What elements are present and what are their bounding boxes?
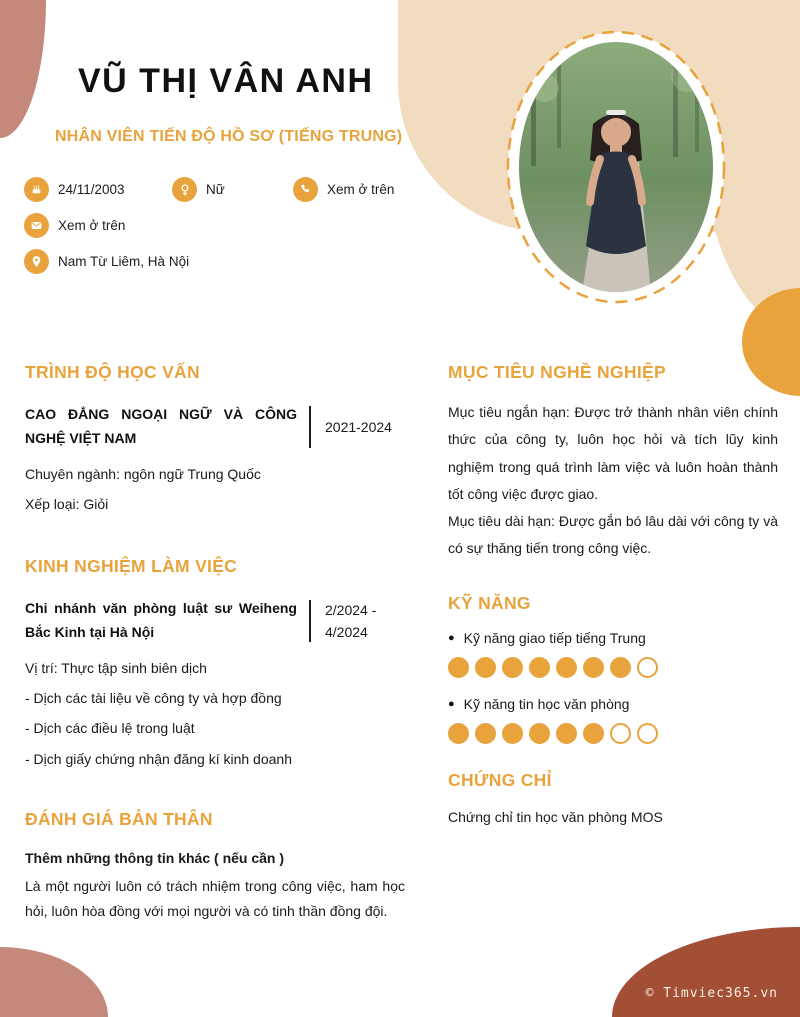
profile-photo [505, 28, 727, 306]
decorative-shape-bottom-left [0, 947, 108, 1017]
decorative-shape-bottom-right [612, 927, 800, 1017]
experience-company: Chi nhánh văn phòng luật sư Weiheng Bắc Kinh tại Hà Nội [25, 600, 297, 640]
email-icon [24, 213, 49, 238]
address-value: Nam Từ Liêm, Hà Nội [58, 254, 190, 269]
skill-label: ● Kỹ năng giao tiếp tiếng Trung [448, 630, 778, 646]
footer-copyright: © Timviec365.vn [645, 986, 778, 1001]
experience-duty: - Dịch giấy chứng nhận đăng kí kinh doanh [25, 750, 292, 767]
email-value: Xem ở trên [58, 218, 126, 233]
job-title: NHÂN VIÊN TIẾN ĐỘ HỒ SƠ (TIẾNG TRUNG) [55, 128, 403, 145]
skill-level-dots [448, 723, 778, 744]
self-assessment-content: Là một người luôn có trách nhiệm trong công việc, ham học hỏi, luôn hòa đồng với mọi người và có tinh thần đồng đội. [25, 877, 405, 920]
education-major: Chuyên ngành: ngôn ngữ Trung Quốc [25, 465, 261, 482]
self-assessment-note: Thêm những thông tin khác ( nếu cần ) [25, 849, 285, 866]
experience-duty: - Dịch các tài liệu về công ty và hợp đồng [25, 690, 282, 707]
entry-divider [309, 406, 311, 448]
phone-icon [293, 177, 318, 202]
education-heading: TRÌNH ĐỘ HỌC VẤN [25, 362, 200, 382]
contact-email [24, 213, 125, 238]
birthday-value: 24/11/2003 [58, 182, 125, 197]
self-assessment-heading: ĐÁNH GIÁ BẢN THÂN [25, 808, 213, 829]
birthday-cake-icon [24, 177, 49, 202]
location-pin-icon [24, 249, 49, 274]
skills-heading: KỸ NĂNG [448, 592, 531, 613]
experience-position: Vị trí: Thực tập sinh biên dịch [25, 659, 207, 676]
entry-divider [309, 600, 311, 642]
certificate-item: Chứng chỉ tin học văn phòng MOS [448, 808, 663, 825]
education-entry [25, 403, 405, 451]
objective-heading: MỤC TIÊU NGHỀ NGHIỆP [448, 362, 666, 382]
experience-period: 2/2024 - 4/2024 [325, 601, 377, 640]
experience-entry [25, 597, 405, 645]
right-column [448, 362, 778, 837]
contact-address [24, 249, 189, 274]
left-column [25, 362, 405, 924]
decorative-shape-top-left [0, 0, 46, 138]
skill-label: ● Kỹ năng tin học văn phòng [448, 696, 778, 712]
experience-heading: KINH NGHIỆM LÀM VIỆC [25, 556, 238, 577]
objective-long-term: Mục tiêu dài hạn: Được gắn bó lâu dài với công ty và có sự thăng tiến trong công việc. [448, 513, 778, 557]
candidate-name: VŨ THỊ VÂN ANH [78, 62, 374, 100]
certificates-heading: CHỨNG CHỈ [448, 769, 552, 790]
phone-value: Xem ở trên [327, 182, 395, 197]
objective-short-term: Mục tiêu ngắn hạn: Được trở thành nhân viên chính thức của công ty, luôn học hỏi và tích lũy kinh nghiệm trong quá trình làm việc và luôn hoàn thành tốt công việc được giao. [448, 404, 778, 502]
gender-value: Nữ [206, 182, 225, 197]
skill-level-dots [448, 657, 778, 678]
contact-phone [293, 177, 394, 202]
gender-icon [172, 177, 197, 202]
experience-duty: - Dịch các điều lệ trong luật [25, 720, 195, 737]
education-grade: Xếp loại: Giỏi [25, 495, 109, 512]
contact-birthday [24, 177, 125, 202]
contact-gender [172, 177, 225, 202]
skill-item [448, 630, 778, 678]
skill-item [448, 696, 778, 744]
education-period: 2021-2024 [325, 418, 392, 435]
education-school: CAO ĐẲNG NGOẠI NGỮ VÀ CÔNG NGHỆ VIỆT NAM [25, 406, 297, 446]
